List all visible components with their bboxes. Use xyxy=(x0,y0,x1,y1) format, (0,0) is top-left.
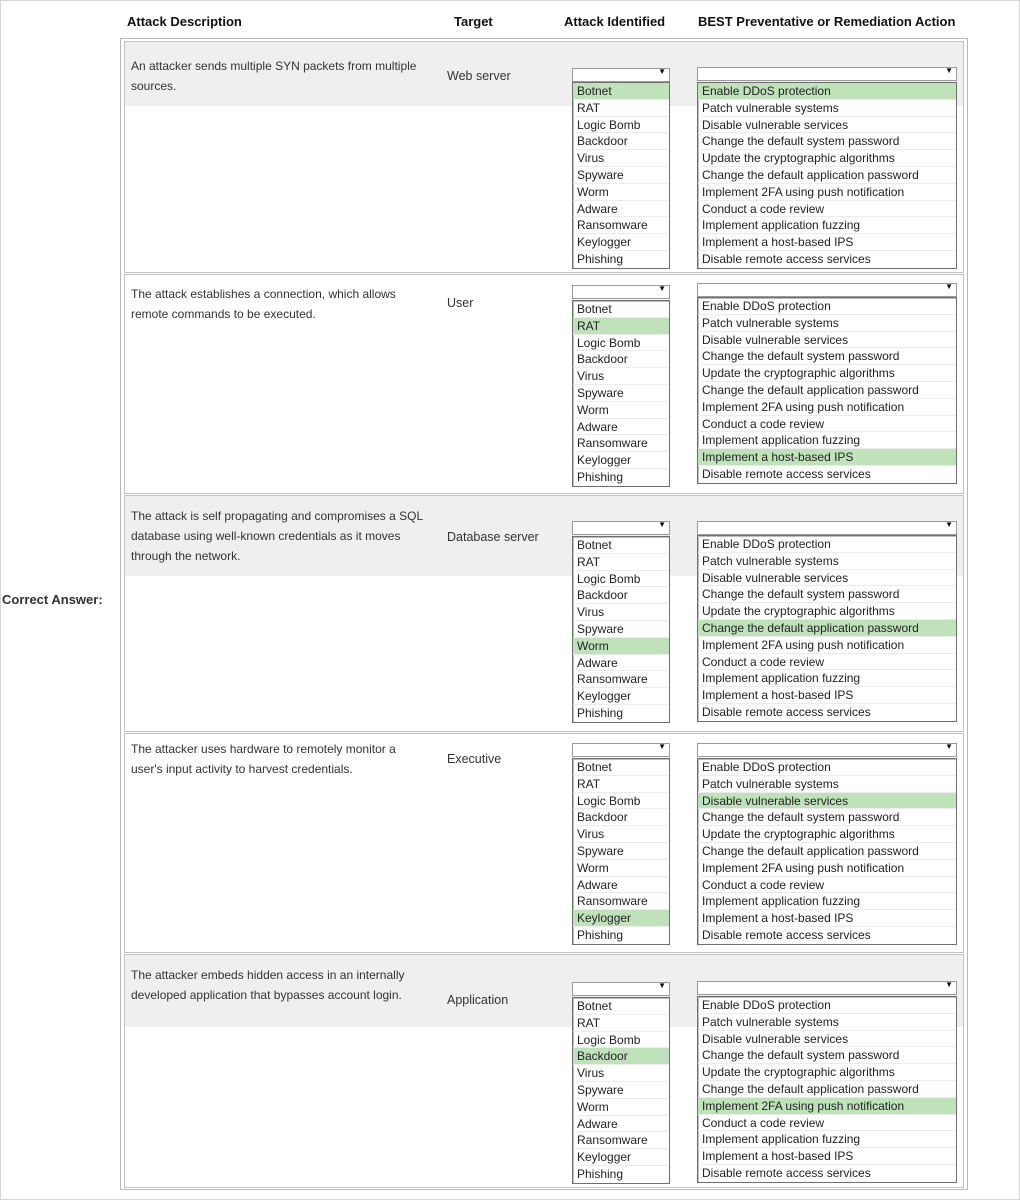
action-option[interactable]: Enable DDoS protection xyxy=(698,759,956,776)
attack-dropdown[interactable] xyxy=(572,743,670,757)
action-option[interactable]: Implement application fuzzing xyxy=(698,670,956,687)
action-option[interactable]: Disable vulnerable services xyxy=(698,1031,956,1048)
action-option[interactable]: Change the default application password xyxy=(698,620,956,637)
attack-option[interactable]: Backdoor xyxy=(573,351,669,368)
header-target: Target xyxy=(454,14,493,29)
answer-table xyxy=(120,38,968,1190)
action-listbox[interactable] xyxy=(697,758,957,945)
action-option[interactable]: Change the default application password xyxy=(698,843,956,860)
answer-row xyxy=(124,495,964,732)
attack-listbox[interactable] xyxy=(572,758,670,945)
dropdown-arrow-icon: ▼ xyxy=(658,981,666,990)
attack-option[interactable]: Phishing xyxy=(577,927,624,942)
attack-option[interactable]: Botnet xyxy=(573,301,669,318)
attack-target: Web server xyxy=(447,69,511,83)
action-option[interactable]: Implement 2FA using push notification xyxy=(698,860,956,877)
action-option[interactable]: Update the cryptographic algorithms xyxy=(698,1064,956,1081)
action-option[interactable]: Implement 2FA using push notification xyxy=(698,637,956,654)
answer-row xyxy=(124,733,964,953)
attack-option[interactable]: Botnet xyxy=(573,537,669,554)
attack-option[interactable]: Virus xyxy=(573,150,669,167)
action-option[interactable]: Disable remote access services xyxy=(702,1165,871,1180)
dropdown-arrow-icon: ▼ xyxy=(945,66,953,75)
attack-dropdown[interactable] xyxy=(572,521,670,535)
attack-listbox[interactable] xyxy=(572,997,670,1184)
action-option[interactable]: Enable DDoS protection xyxy=(698,83,956,100)
attack-option[interactable]: Spyware xyxy=(573,621,669,638)
attack-option[interactable]: Virus xyxy=(573,368,669,385)
attack-listbox[interactable] xyxy=(572,536,670,723)
attack-option[interactable]: Botnet xyxy=(573,83,669,100)
action-dropdown[interactable] xyxy=(697,283,957,297)
action-option[interactable]: Patch vulnerable systems xyxy=(698,100,956,117)
action-option[interactable]: Implement a host-based IPS xyxy=(698,1148,956,1165)
attack-target: Database server xyxy=(447,530,539,544)
attack-option[interactable]: Worm xyxy=(573,184,669,201)
action-listbox[interactable] xyxy=(697,82,957,269)
action-option[interactable]: Implement a host-based IPS xyxy=(698,234,956,251)
attack-option[interactable]: Logic Bomb xyxy=(573,571,669,588)
action-listbox[interactable] xyxy=(697,297,957,484)
action-option[interactable]: Change the default system password xyxy=(698,586,956,603)
attack-option[interactable]: Spyware xyxy=(573,167,669,184)
action-option[interactable]: Disable remote access services xyxy=(702,927,871,942)
action-dropdown[interactable] xyxy=(697,67,957,81)
attack-option[interactable]: Ransomware xyxy=(573,435,669,452)
attack-option[interactable]: Phishing xyxy=(577,705,624,720)
answer-row xyxy=(124,274,964,494)
attack-option[interactable]: Keylogger xyxy=(573,452,669,469)
attack-option[interactable]: Spyware xyxy=(573,843,669,860)
action-option[interactable]: Conduct a code review xyxy=(698,877,956,894)
attack-option[interactable]: Phishing xyxy=(577,469,624,484)
dropdown-arrow-icon: ▼ xyxy=(945,282,953,291)
attack-option[interactable]: Backdoor xyxy=(573,1048,669,1065)
attack-dropdown[interactable] xyxy=(572,68,670,82)
action-option[interactable]: Change the default system password xyxy=(698,809,956,826)
action-option[interactable]: Implement 2FA using push notification xyxy=(698,184,956,201)
attack-option[interactable]: Ransomware xyxy=(573,217,669,234)
action-option[interactable]: Implement application fuzzing xyxy=(698,1131,956,1148)
action-option[interactable]: Update the cryptographic algorithms xyxy=(698,365,956,382)
attack-option[interactable]: Logic Bomb xyxy=(573,117,669,134)
action-option[interactable]: Conduct a code review xyxy=(698,416,956,433)
dropdown-arrow-icon: ▼ xyxy=(658,520,666,529)
action-option[interactable]: Patch vulnerable systems xyxy=(698,553,956,570)
action-option[interactable]: Implement application fuzzing xyxy=(698,432,956,449)
action-option[interactable]: Conduct a code review xyxy=(698,201,956,218)
attack-dropdown[interactable] xyxy=(572,982,670,996)
attack-option[interactable]: Keylogger xyxy=(573,688,669,705)
attack-listbox[interactable] xyxy=(572,300,670,487)
dropdown-arrow-icon: ▼ xyxy=(658,67,666,76)
attack-option[interactable]: Adware xyxy=(573,419,669,436)
attack-option[interactable]: Botnet xyxy=(573,759,669,776)
attack-option[interactable]: Keylogger xyxy=(573,910,669,927)
attack-option[interactable]: Ransomware xyxy=(573,1132,669,1149)
attack-option[interactable]: Backdoor xyxy=(573,809,669,826)
action-option[interactable]: Change the default application password xyxy=(698,382,956,399)
header-best-action: BEST Preventative or Remediation Action xyxy=(698,14,956,29)
action-option[interactable]: Change the default system password xyxy=(698,133,956,150)
attack-option[interactable]: Logic Bomb xyxy=(573,1032,669,1049)
action-option[interactable]: Implement a host-based IPS xyxy=(698,449,956,466)
action-option[interactable]: Update the cryptographic algorithms xyxy=(698,603,956,620)
attack-option[interactable]: Ransomware xyxy=(573,671,669,688)
action-option[interactable]: Disable remote access services xyxy=(702,251,871,266)
attack-option[interactable]: RAT xyxy=(573,554,669,571)
action-option[interactable]: Change the default application password xyxy=(698,1081,956,1098)
attack-option[interactable]: Backdoor xyxy=(573,133,669,150)
attack-option[interactable]: RAT xyxy=(573,318,669,335)
attack-option[interactable]: RAT xyxy=(573,776,669,793)
dropdown-arrow-icon: ▼ xyxy=(658,742,666,751)
answer-row xyxy=(124,954,964,1188)
action-option[interactable]: Update the cryptographic algorithms xyxy=(698,150,956,167)
action-option[interactable]: Conduct a code review xyxy=(698,654,956,671)
action-option[interactable]: Disable vulnerable services xyxy=(698,332,956,349)
action-option[interactable]: Implement application fuzzing xyxy=(698,217,956,234)
attack-target: User xyxy=(447,296,474,310)
action-option[interactable]: Conduct a code review xyxy=(698,1115,956,1132)
attack-option[interactable]: Backdoor xyxy=(573,587,669,604)
table-header xyxy=(0,14,1020,36)
action-option[interactable]: Change the default application password xyxy=(698,167,956,184)
action-option[interactable]: Change the default system password xyxy=(698,348,956,365)
attack-option[interactable]: Phishing xyxy=(577,1166,624,1181)
answer-row xyxy=(124,41,964,273)
attack-description: An attacker sends multiple SYN packets from multiple sources. xyxy=(131,59,417,93)
action-option[interactable]: Implement 2FA using push notification xyxy=(698,1098,956,1115)
attack-option[interactable]: Adware xyxy=(573,877,669,894)
attack-option[interactable]: RAT xyxy=(573,1015,669,1032)
attack-option[interactable]: Adware xyxy=(573,655,669,672)
attack-option[interactable]: Worm xyxy=(573,638,669,655)
action-option[interactable]: Implement application fuzzing xyxy=(698,893,956,910)
attack-option[interactable]: Worm xyxy=(573,402,669,419)
action-option[interactable]: Disable vulnerable services xyxy=(698,793,956,810)
action-option[interactable]: Enable DDoS protection xyxy=(698,997,956,1014)
attack-description: The attacker uses hardware to remotely monitor a user's input activity to harvest credentials. xyxy=(131,742,396,776)
action-option[interactable]: Enable DDoS protection xyxy=(698,536,956,553)
action-option[interactable]: Implement a host-based IPS xyxy=(698,687,956,704)
header-attack-description: Attack Description xyxy=(127,14,242,29)
attack-option[interactable]: Phishing xyxy=(577,251,624,266)
attack-description: The attack is self propagating and compromises a SQL database using well-known credentials as it moves through the network. xyxy=(131,509,423,563)
action-option[interactable]: Change the default system password xyxy=(698,1047,956,1064)
attack-option[interactable]: Virus xyxy=(573,826,669,843)
attack-option[interactable]: Virus xyxy=(573,604,669,621)
action-option[interactable]: Enable DDoS protection xyxy=(698,298,956,315)
dropdown-arrow-icon: ▼ xyxy=(658,284,666,293)
action-option[interactable]: Disable remote access services xyxy=(702,466,871,481)
dropdown-arrow-icon: ▼ xyxy=(945,520,953,529)
attack-option[interactable]: Spyware xyxy=(573,1082,669,1099)
action-option[interactable]: Patch vulnerable systems xyxy=(698,776,956,793)
attack-option[interactable]: Virus xyxy=(573,1065,669,1082)
attack-option[interactable]: RAT xyxy=(573,100,669,117)
action-option[interactable]: Update the cryptographic algorithms xyxy=(698,826,956,843)
header-attack-identified: Attack Identified xyxy=(564,14,666,29)
action-option[interactable]: Implement a host-based IPS xyxy=(698,910,956,927)
attack-option[interactable]: Worm xyxy=(573,1099,669,1116)
attack-option[interactable]: Logic Bomb xyxy=(573,335,669,352)
attack-option[interactable]: Ransomware xyxy=(573,893,669,910)
action-option[interactable]: Disable vulnerable services xyxy=(698,570,956,587)
attack-option[interactable]: Botnet xyxy=(573,998,669,1015)
attack-option[interactable]: Logic Bomb xyxy=(573,793,669,810)
attack-option[interactable]: Worm xyxy=(573,860,669,877)
action-dropdown[interactable] xyxy=(697,981,957,995)
action-listbox[interactable] xyxy=(697,535,957,722)
attack-target: Executive xyxy=(447,752,502,766)
attack-description: The attacker embeds hidden access in an internally developed application that bypasses account login. xyxy=(131,968,405,1002)
action-option[interactable]: Disable remote access services xyxy=(702,704,871,719)
attack-dropdown[interactable] xyxy=(572,285,670,299)
action-option[interactable]: Patch vulnerable systems xyxy=(698,1014,956,1031)
action-dropdown[interactable] xyxy=(697,521,957,535)
attack-listbox[interactable] xyxy=(572,82,670,269)
attack-option[interactable]: Spyware xyxy=(573,385,669,402)
action-dropdown[interactable] xyxy=(697,743,957,757)
attack-option[interactable]: Adware xyxy=(573,1116,669,1133)
dropdown-arrow-icon: ▼ xyxy=(945,742,953,751)
action-listbox[interactable] xyxy=(697,996,957,1183)
attack-option[interactable]: Keylogger xyxy=(573,1149,669,1166)
action-option[interactable]: Disable vulnerable services xyxy=(698,117,956,134)
correct-answer-label: Correct Answer: xyxy=(2,592,103,607)
attack-target: Application xyxy=(447,993,509,1007)
attack-description: The attack establishes a connection, which allows remote commands to be executed. xyxy=(131,287,396,321)
action-option[interactable]: Patch vulnerable systems xyxy=(698,315,956,332)
attack-option[interactable]: Adware xyxy=(573,201,669,218)
dropdown-arrow-icon: ▼ xyxy=(945,980,953,989)
action-option[interactable]: Implement 2FA using push notification xyxy=(698,399,956,416)
attack-option[interactable]: Keylogger xyxy=(573,234,669,251)
